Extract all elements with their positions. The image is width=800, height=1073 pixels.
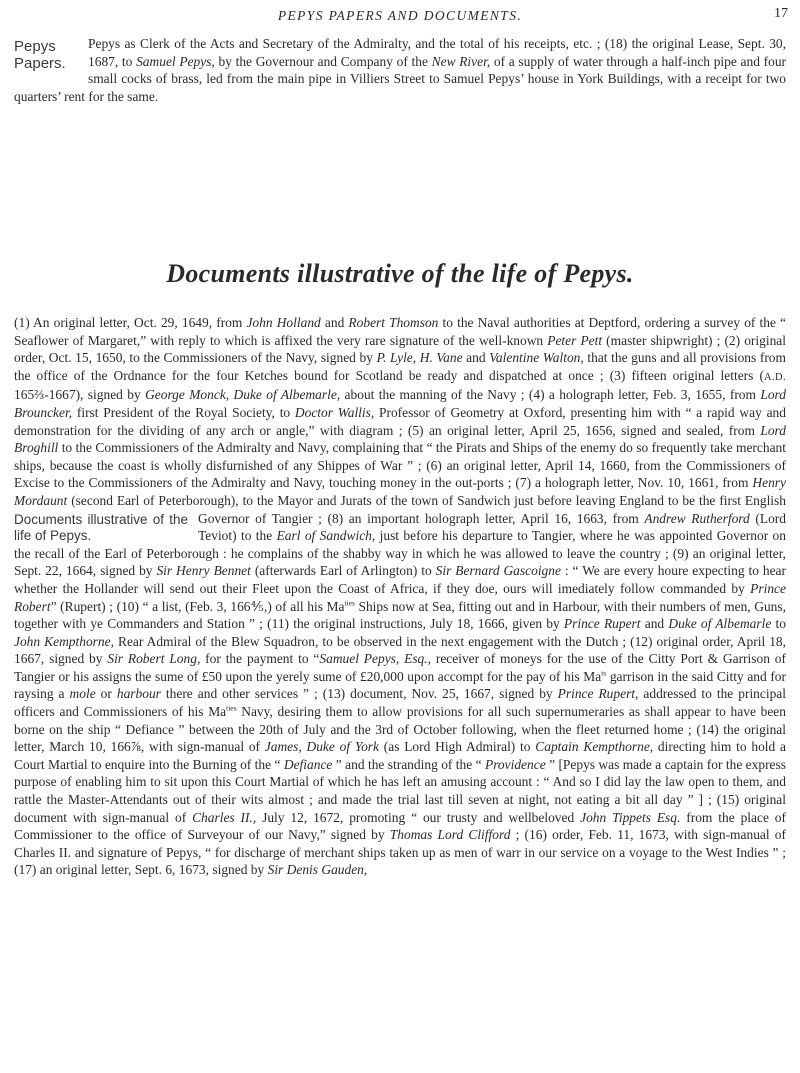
italic-name: Sir Denis Gauden, [267, 862, 368, 878]
text-run: receiver of moneys for the use of the Citty Port & Garrison of Tangier or his assigns the sume of £50 upon the yerely sume of £20,000 upon accompt for the pay of his Ma [14, 651, 786, 684]
text-run: to [771, 616, 786, 632]
text-run: just before his departure to Tangier, where he was appointed Governor on the recall of the Earl of Peterborough : he complains of the shabby way in which he was allowed to leave the country ; (9) an original letter, Sept. 22, 1664, signed by [14, 528, 786, 579]
italic-name: Doctor Wallis, [294, 404, 375, 420]
text-run: ” [Pepys was made a captain for the express purpose of enabling him to sit upon this Court Martial of which he has left an amusing account : “ And so I did lay the law open to them, and rattle the Master-Attendants out of their wits almost ; and made the trial last till seven at night, not eating a bit all day ” ] ; (15) original document with sign-manual of [14, 756, 786, 825]
text-run: Rear Admiral of the Blew Squadron, to be observed in the next engagement with the Dutch ; (12) original order, April 18, 1667, signed by [14, 633, 786, 667]
superscript: ts [601, 668, 607, 678]
text-run: 165⅔-1667), signed by [14, 387, 146, 403]
italic-name: Sir Robert Long, [107, 651, 201, 667]
italic-name: Valentine Walton, [489, 350, 584, 366]
italic-word: harbour [116, 686, 161, 702]
paragraph-pepys-lease [14, 35, 786, 105]
text-run: that the guns and all provisions from the office of the Ordnance for the four Ketches bound for Scotland be ready and dispatched at once ; (3) fifteen original letters ( [14, 350, 786, 383]
paragraph-documents-list [14, 314, 786, 879]
small-caps-text: A.D. [763, 371, 786, 383]
text-run: and [320, 315, 349, 330]
text-run: (master shipwright) ; (2) original order, Oct. 15, 1650, to the Commissioners of the Navy, signed by [14, 332, 786, 366]
text-run: Pepys as Clerk of the Acts and Secretary of the Admiralty, and the total of his receipts, etc. ; (18) the original Lease, Sept. 30, 1687, to [88, 36, 786, 69]
italic-name: Earl of Sandwich, [276, 528, 376, 544]
text-run: (afterwards Earl of Arlington) to [250, 563, 436, 579]
text-run: (Lord Teviot) to the [198, 510, 786, 544]
text-run: Navy, desiring them to allow provisions for all such supernumeraries as shall appear to have been borne on the ship “ Defiance ” between the 20th of July and the 3rd of October following, when the fleet returned home ; (14) the original letter, March 10, 166⅞, with sign-manual of [14, 704, 786, 755]
running-head [0, 6, 800, 28]
text-run: for the payment to “ [200, 651, 320, 667]
italic-name: Prince Rupert, [557, 686, 639, 702]
italic-name: Duke of Albemarle [668, 616, 772, 632]
text-run: ” and the stranding of the “ [332, 756, 485, 772]
italic-name: Andrew Rutherford [644, 510, 750, 526]
text-run: by the Governour and Company of the [214, 53, 432, 69]
text-run: garrison in the said Citty and for raysing a [14, 668, 786, 702]
text-run: about the manning of the Navy ; (4) a holograph letter, Feb. 3, 1655, from [340, 387, 761, 403]
sidenote-pepys-papers: Pepys Papers. [14, 38, 66, 72]
italic-name: Sir Bernard Gascoigne [435, 563, 561, 579]
text-run: (as Lord High Admiral) to [379, 739, 536, 755]
italic-name: Robert Thomson [348, 315, 439, 330]
text-run: directing him to hold a Court Martial to enquire into the Burning of the “ [14, 739, 786, 772]
italic-word: mole [69, 686, 96, 702]
text-run: : “ We are every houre expecting to hear whether the Hollander will send out their Fleet upon the Coast of Africa, if they doe, ours will imediately follow commanded by [14, 563, 786, 596]
text-run: of a supply of water through a half-inch pipe and four small cocks of brass, led from the main pipe in Villiers Street to Samuel Pepys’ house in York Buildings, with a receipt for two quarters’ rent for the same. [14, 53, 787, 104]
italic-ship-name: Providence [484, 756, 546, 772]
text-run: addressed to the principal officers and Commissioners of his Ma [14, 686, 787, 720]
italic-name: Prince Rupert [563, 616, 641, 632]
italic-name: Samuel Pepys, [136, 53, 215, 69]
page-number: 17 [774, 6, 788, 21]
italic-ship-name: Defiance [283, 756, 333, 772]
italic-name: Lord Broghill [14, 422, 786, 456]
italic-name: Henry Mordaunt [14, 475, 786, 508]
italic-name: John Holland [246, 315, 321, 330]
italic-name: P. Lyle, H. Vane [376, 350, 463, 366]
running-title: PEPYS PAPERS AND DOCUMENTS. [277, 8, 523, 23]
text-run: (second Earl of Peterborough), to the Mayor and Jurats of the town of Sandwich just before leaving England to be the first English Governor of Tangier ; (8) an important holograph letter, April 16, 1663, from [67, 492, 786, 526]
italic-name: George Monck, Duke of Albemarle, [145, 387, 341, 403]
italic-name: Lord Brouncker, [14, 387, 786, 420]
text-run: or [95, 686, 117, 702]
italic-name: Peter Pett [547, 332, 603, 348]
text-run: (1) An original letter, Oct. 29, 1649, from [14, 315, 247, 330]
text-run: and [462, 350, 490, 366]
text-run: to the Commissioners of the Admiralty and Navy, complaining that “ the Pirats and Ships of the enemy do so frequently take merchant ships, because the coast is wholly disfurnished of any Shippes of War ” ; (6) an original letter, April 14, 1660, from the Commissioners of Excise to the Commissioners of the Admiralty and Navy, touching money in the out-ports ; (7) a holograph letter, Nov. 10, 1661, from [14, 440, 786, 491]
italic-name: Charles II., [192, 809, 257, 825]
italic-name: New River, [431, 53, 491, 69]
text-run: Professor of Geometry at Oxford, presenting him with “ a rapid way and demonstration for the dividing of any arch or angle,” with diagram ; (5) an original letter, April 25, 1656, signed and sealed, from [14, 404, 786, 438]
text-run: first President of the Royal Society, to [72, 404, 295, 420]
text-run: ; (16) order, Feb. 11, 1673, with sign-manual of Charles II. and signature of Pepys, “ for discharge of merchant ships taken up as men of warr in our service on a voyage to the West Indies ” ; (17) an original letter, Sept. 6, 1673, signed by [14, 827, 786, 878]
italic-name: Samuel Pepys, Esq., [319, 651, 431, 667]
text-run: Ships now at Sea, fitting out and in Harbour, with their numbers of men, Guns, together with ye Commanders and Station ” ; (11) the original instructions, July 18, 1666, given by [14, 598, 786, 632]
italic-name: Captain Kempthorne, [535, 739, 654, 755]
superscript: ties [226, 703, 237, 713]
text-run: from the place of Commissioner to the office of Surveyour of our Navy,” signed by [14, 809, 787, 843]
italic-name: John Kempthorne, [14, 633, 114, 649]
italic-name: Thomas Lord Clifford [389, 827, 511, 843]
sidenote-documents: Documents illustrative of the life of Pepys. [14, 511, 188, 543]
italic-name: James, Duke of York [264, 739, 380, 755]
text-run: there and other services ” ; (13) document, Nov. 25, 1667, signed by [160, 686, 558, 702]
text-run: July 12, 1672, promoting “ our trusty and wellbeloved [256, 809, 581, 825]
italic-name: Prince Robert [14, 580, 786, 614]
superscript: ties [344, 598, 355, 608]
text-run: and [640, 616, 669, 632]
italic-name: Sir Henry Bennet [156, 563, 251, 579]
section-title: Documents illustrative of the life of Pepys. [166, 259, 634, 288]
text-run: ” (Rupert) ; (10) “ a list, (Feb. 3, 166⅘,) of all his Ma [50, 598, 345, 614]
text-run: to the Naval authorities at Deptford, ordering a survey of the “ Seaflower of Margaret,” with reply to which is affixed the very rare signature of the well-known [14, 315, 787, 348]
italic-name: John Tippets Esq. [580, 809, 681, 825]
